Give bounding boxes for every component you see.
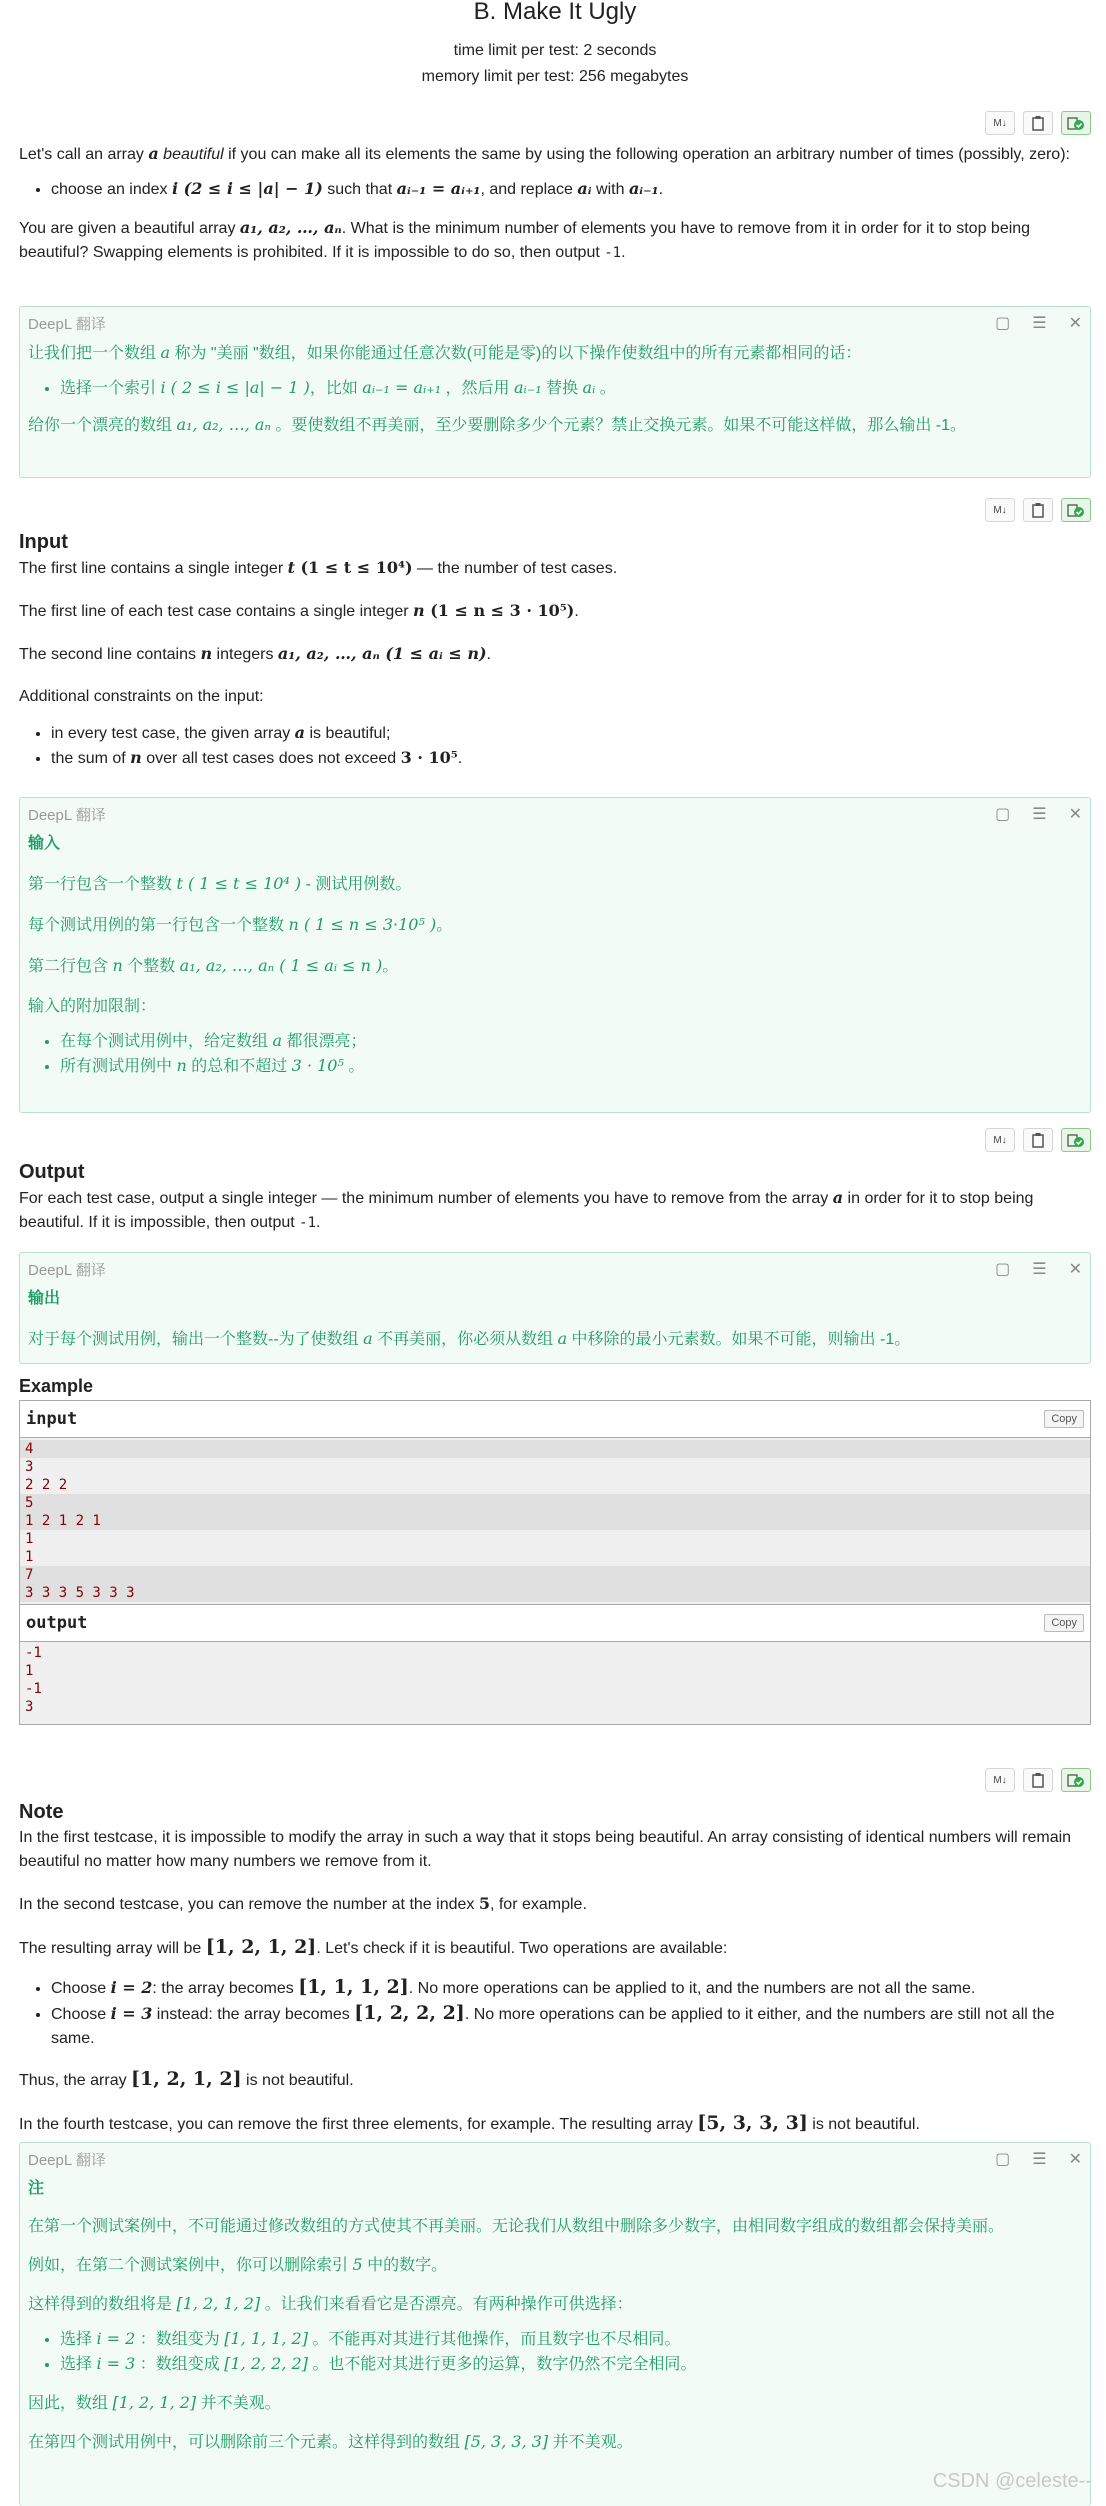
input-line-1: The first line contains a single integer t (1 ≤ t ≤ 10⁴) — the number of test cases. — [19, 558, 618, 577]
toolbar-note — [985, 1768, 1091, 1792]
list-item: • 在每个测试用例中，给定数组 a 都很漂亮； — [60, 1029, 1082, 1054]
sample-output-line: 1 — [25, 1663, 34, 1679]
clipboard-icon[interactable] — [1023, 1768, 1053, 1792]
output-para: For each test case, output a single integer — the minimum number of elements you have to remove from the array a in order for it to stop being beautiful. If it is impossible, then output -1. — [19, 1188, 1034, 1231]
clipboard-icon[interactable] — [1023, 498, 1053, 522]
tr-note-para-4: 因此，数组 [1, 2, 1, 2] 并不美观。 — [28, 2393, 281, 2412]
list-item: • 选择 i = 2 ：数组变为 [1, 1, 1, 2] 。不能再对其进行其他操作，而且数字也不尽相同。 — [60, 2327, 1082, 2352]
sample-input-body — [20, 1438, 1090, 1604]
sample-output-label: output — [26, 1613, 88, 1633]
note-list — [19, 1975, 1091, 2051]
clipboard-icon[interactable]: ▢ — [995, 2151, 1011, 2168]
toolbar-statement — [985, 111, 1091, 135]
clipboard-icon[interactable] — [1023, 111, 1053, 135]
tr-input-line-4: 输入的附加限制： — [28, 998, 157, 1015]
deepl-header — [20, 307, 1090, 339]
deepl-label: DeepL 翻译 — [28, 2151, 106, 2169]
time-limit: time limit per test: 2 seconds — [453, 42, 657, 59]
menu-icon[interactable]: ☰ — [1032, 1261, 1047, 1278]
check-icon[interactable] — [1061, 1768, 1091, 1792]
note-para-4: Thus, the array [1, 2, 1, 2] is not beautiful. — [19, 2068, 354, 2090]
check-icon[interactable] — [1061, 498, 1091, 522]
input-line-2: The first line of each test case contains a single integer n (1 ≤ n ≤ 3 · 10⁵). — [19, 601, 579, 620]
tr-output-heading: 输出 — [28, 1290, 61, 1307]
statement-para-1: Let's call an array a beautiful if you can make all its elements the same by using the following operation an arbitrary number of times (possibly, zero): — [19, 144, 1070, 163]
check-icon[interactable] — [1061, 111, 1091, 135]
close-icon[interactable]: ✕ — [1068, 2151, 1082, 2168]
markdown-button[interactable]: M↓ — [985, 111, 1015, 135]
sample-input-line: 1 — [25, 1531, 34, 1547]
menu-icon[interactable]: ☰ — [1032, 806, 1047, 823]
list-item: • Choose i = 3 instead: the array becomes [1, 2, 2, 2]. No more operations can be applied to it either, and the numbers are still not all the same. — [51, 2001, 1091, 2051]
input-title: Input — [19, 531, 68, 553]
memory-limit: memory limit per test: 256 megabytes — [421, 68, 689, 85]
markdown-button[interactable]: M↓ — [985, 1128, 1015, 1152]
sample-output-line: -1 — [25, 1645, 42, 1661]
tr-input-line-3: 第二行包含 n 个整数 a₁, a₂, …, aₙ ( 1 ≤ aᵢ ≤ n )。 — [28, 956, 399, 975]
sample-input — [19, 1400, 1091, 1605]
sample-input-line: 5 — [20, 1494, 1090, 1512]
sample-input-line: 4 — [20, 1440, 1090, 1458]
deepl-header — [20, 798, 1090, 830]
check-icon[interactable] — [1061, 1128, 1091, 1152]
deepl-label: DeepL 翻译 — [28, 806, 106, 824]
deepl-translation-note — [19, 2142, 1091, 2506]
tr-input-heading: 输入 — [28, 835, 61, 852]
note-para-5: In the fourth testcase, you can remove the first three elements, for example. The resulting array [5, 3, 3, 3] is not beautiful. — [19, 2112, 920, 2134]
sample-input-line: 3 3 3 5 3 3 3 — [20, 1584, 1090, 1602]
close-icon[interactable]: ✕ — [1068, 806, 1082, 823]
close-icon[interactable]: ✕ — [1068, 315, 1082, 332]
clipboard-icon[interactable]: ▢ — [995, 806, 1011, 823]
toolbar-output — [985, 1128, 1091, 1152]
sample-input-line: 1 2 1 2 1 — [20, 1512, 1090, 1530]
sample-output — [19, 1605, 1091, 1725]
tr-note-para-1: 在第一个测试案例中，不可能通过修改数组的方式使其不再美丽。无论我们从数组中删除多少数字，由相同数字组成的数组都会保持美丽。 — [28, 2218, 1005, 2235]
tr-note-para-2: 例如，在第二个测试案例中，你可以删除索引 5 中的数字。 — [28, 2255, 448, 2274]
tr-note-heading: 注 — [28, 2180, 45, 2197]
note-section — [19, 1800, 1091, 2137]
note-para-3: The resulting array will be [1, 2, 1, 2]. Let's check if it is beautiful. Two operations are available: — [19, 1936, 728, 1958]
tr-para-1: 让我们把一个数组 a 称为 "美丽 "数组，如果你能通过任意次数(可能是零)的以下操作使数组中的所有元素都相同的话： — [28, 343, 862, 362]
copy-input-button[interactable]: Copy — [1044, 1410, 1084, 1428]
note-title: Note — [19, 1801, 64, 1823]
list-item: • 所有测试用例中 n 的总和不超过 3 · 10⁵ 。 — [60, 1054, 1082, 1079]
list-item: • choose an index i (2 ≤ i ≤ |a| − 1) such that aᵢ₋₁ = aᵢ₊₁, and replace aᵢ with aᵢ₋₁. — [51, 177, 1091, 202]
menu-icon[interactable]: ☰ — [1032, 2151, 1047, 2168]
copy-output-button[interactable]: Copy — [1044, 1614, 1084, 1632]
problem-header — [19, 0, 1091, 90]
example-title: Example — [19, 1376, 94, 1396]
markdown-button[interactable]: M↓ — [985, 498, 1015, 522]
sample-input-line: 2 2 2 — [25, 1477, 68, 1493]
sample-output-line: -1 — [25, 1681, 42, 1697]
tr-list — [28, 376, 1082, 401]
list-item: • Choose i = 2: the array becomes [1, 1, 1, 2]. No more operations can be applied to it, and the numbers are not all the same. — [51, 1975, 1091, 2001]
input-line-4: Additional constraints on the input: — [19, 688, 264, 705]
close-icon[interactable]: ✕ — [1068, 1261, 1082, 1278]
note-para-2: In the second testcase, you can remove the number at the index 5, for example. — [19, 1894, 587, 1913]
clipboard-icon[interactable]: ▢ — [995, 1261, 1011, 1278]
sample-input-line: 3 — [25, 1459, 34, 1475]
input-line-3: The second line contains n integers a₁, a₂, …, aₙ (1 ≤ aᵢ ≤ n). — [19, 644, 491, 663]
output-title: Output — [19, 1161, 85, 1183]
tr-input-line-2: 每个测试用例的第一行包含一个整数 n ( 1 ≤ n ≤ 3·10⁵ )。 — [28, 915, 453, 934]
tr-output-para: 对于每个测试用例，输出一个整数--为了使数组 a 不再美丽，你必须从数组 a 中移除的最小元素数。如果不可能，则输出 -1。 — [28, 1329, 911, 1348]
tr-para-2: 给你一个漂亮的数组 a₁, a₂, …, aₙ 。要使数组不再美丽，至少要删除多少个元素？禁止交换元素。如果不可能这样做，那么输出 -1。 — [28, 415, 967, 434]
tr-input-line-1: 第一行包含一个整数 t ( 1 ≤ t ≤ 10⁴ ) - 测试用例数。 — [28, 874, 412, 893]
list-item: • 选择一个索引 i ( 2 ≤ i ≤ |a| − 1 )，比如 aᵢ₋₁ = aᵢ₊₁ ，然后用 aᵢ₋₁ 替换 aᵢ 。 — [60, 376, 1082, 401]
list-item: • the sum of n over all test cases does not exceed 3 · 10⁵. — [51, 746, 1091, 771]
clipboard-icon[interactable] — [1023, 1128, 1053, 1152]
example-section — [19, 1374, 1091, 1725]
list-item: • in every test case, the given array a is beautiful; — [51, 721, 1091, 746]
sample-output-line: 3 — [25, 1699, 34, 1715]
sample-input-line: 7 — [20, 1566, 1090, 1584]
tr-note-list — [28, 2327, 1082, 2377]
statement-op-list — [19, 177, 1091, 202]
deepl-label: DeepL 翻译 — [28, 315, 106, 333]
sample-input-label: input — [26, 1409, 78, 1429]
menu-icon[interactable]: ☰ — [1032, 315, 1047, 332]
sample-output-body — [20, 1642, 1090, 1724]
deepl-translation-input — [19, 797, 1091, 1113]
input-section — [19, 530, 1091, 771]
deepl-label: DeepL 翻译 — [28, 1261, 106, 1279]
note-para-1: In the first testcase, it is impossible to modify the array in such a way that it stops being beautiful. An array consisting of identical numbers will remain beautiful no matter how many numbers we remove from it. — [19, 1829, 1072, 1870]
deepl-translation-output — [19, 1252, 1091, 1364]
sample-input-line: 1 — [25, 1549, 34, 1565]
toolbar-input — [985, 498, 1091, 522]
tr-input-constraints — [28, 1029, 1082, 1079]
markdown-button[interactable]: M↓ — [985, 1768, 1015, 1792]
statement-para-2: You are given a beautiful array a₁, a₂, …, aₙ. What is the minimum number of elements you have to remove from it in order for it to stop being beautiful? Swapping elements is prohibited. If it is impossible to do so, then output -1. — [19, 218, 1031, 261]
input-constraints — [19, 721, 1091, 771]
csdn-watermark: CSDN @celeste-- — [932, 2470, 1092, 2492]
list-item: • 选择 i = 3 ：数组变成 [1, 2, 2, 2] 。也不能对其进行更多的运算，数字仍然不完全相同。 — [60, 2352, 1082, 2377]
clipboard-icon[interactable]: ▢ — [995, 315, 1011, 332]
tr-note-para-5: 在第四个测试用例中，可以删除前三个元素。这样得到的数组 [5, 3, 3, 3] 并不美观。 — [28, 2432, 633, 2451]
output-section — [19, 1160, 1091, 1235]
tr-note-para-3: 这样得到的数组将是 [1, 2, 1, 2] 。让我们来看看它是否漂亮。有两种操作可供选择： — [28, 2294, 633, 2313]
deepl-header — [20, 2143, 1090, 2175]
deepl-header — [20, 1253, 1090, 1285]
problem-title: B. Make It Ugly — [473, 0, 637, 25]
deepl-translation-statement — [19, 306, 1091, 478]
